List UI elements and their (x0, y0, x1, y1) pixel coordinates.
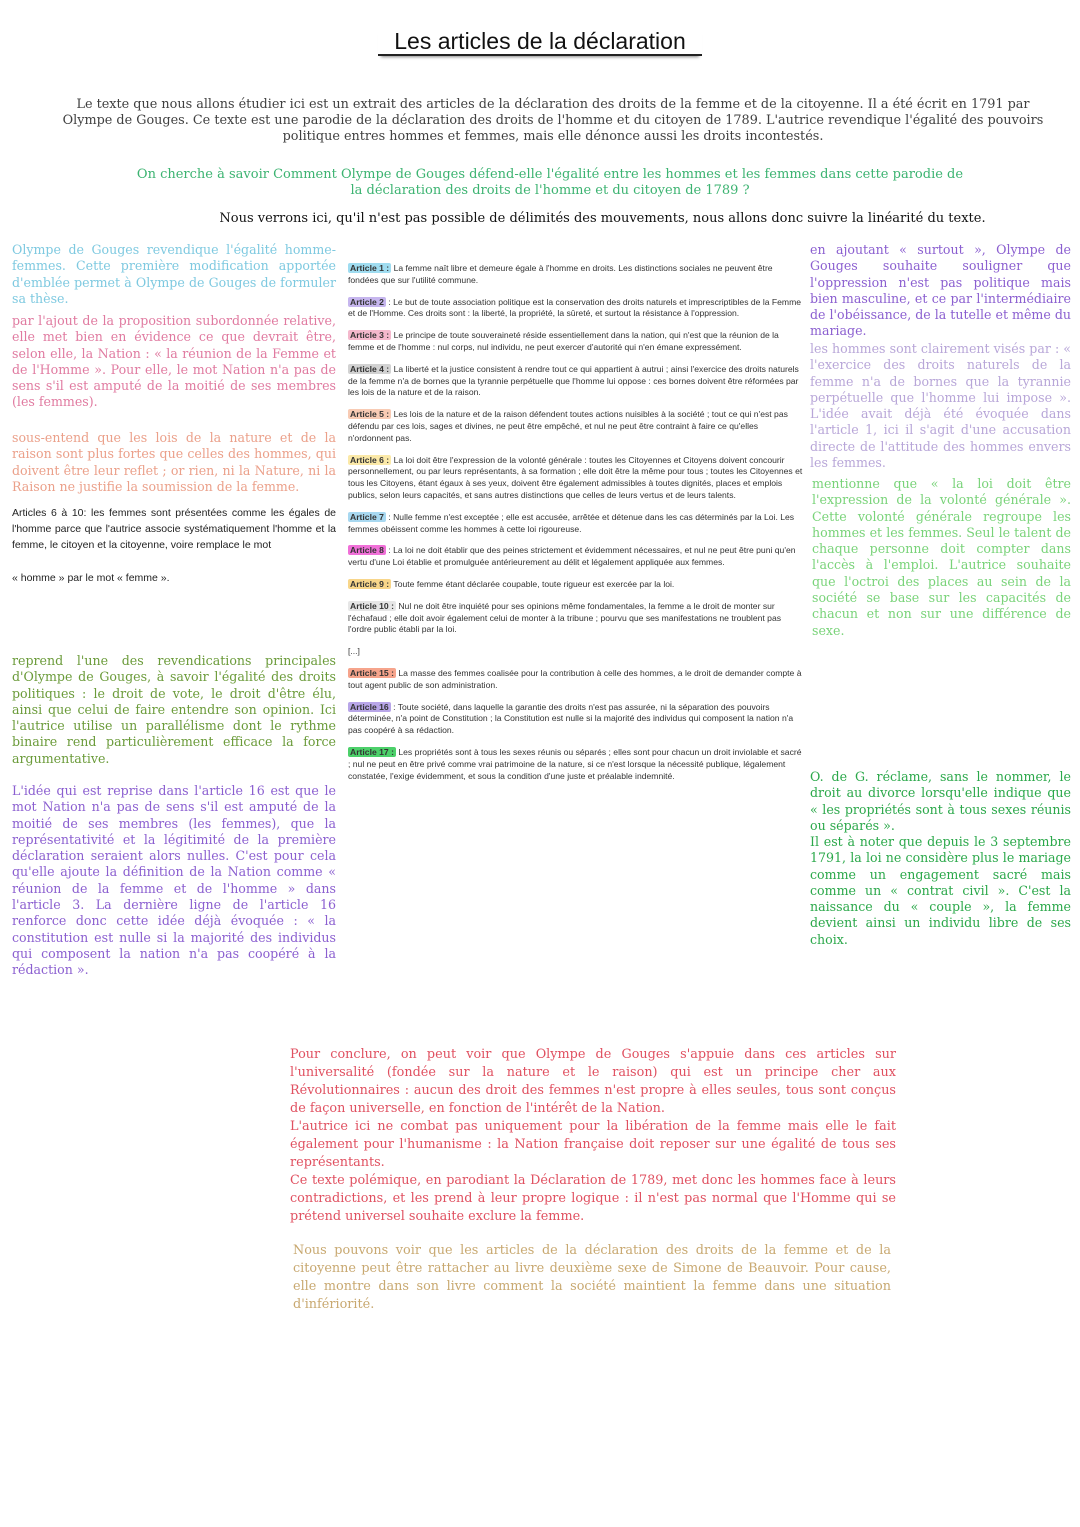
article-label: Article 1 : (350, 263, 390, 273)
article-item (348, 545, 803, 569)
article-item (348, 668, 803, 692)
article-label: Article 4 : (350, 363, 390, 374)
article-text: La femme naît libre et demeure égale à l'homme en droits. Les distinctions sociales ne peuvent être fondées que sur l'utilité commune. (348, 263, 773, 285)
method-statement: Nous verrons ici, qu'il n'est pas possible de délimités des mouvements, nous allons donc suivre la linéarité du texte. (219, 211, 986, 226)
article-item (348, 263, 803, 287)
article-label: Article 9 : (350, 578, 390, 589)
left-note-4b: « homme » par le mot « femme ». (12, 572, 170, 584)
article-item (348, 702, 803, 737)
article-label: Article 2 (350, 296, 384, 307)
article-text: [...] (348, 646, 360, 657)
article-label: Article 17 : (350, 746, 394, 757)
right-note-4: O. de G. réclame, sans le nommer, le droit au divorce lorsqu'elle indique que « les propriétés sont à tous sexes réunis ou séparés ». (810, 769, 1071, 833)
right-note-5: Il est à noter que depuis le 3 septembre 1791, la loi ne considère plus le mariage comme un engagement sacré mais comme un « contrat civil ». C'est la naissance du « couple », la femme devient ainsi un individu libre de ses choix. (810, 834, 1071, 947)
conclusion-paragraph-3: Ce texte polémique, en parodiant la Déclaration de 1789, met donc les hommes face à leurs contradictions, et les prend à leur propre logique : il n'est pas normal que l'Homme qui se prétend universel souhaite exclure la femme. (290, 1173, 896, 1224)
article-text: : Toute société, dans laquelle la garantie des droits n'est pas assurée, ni la séparation des pouvoirs déterminée, n'a point de Constitution ; la Constitution est nulle si la majorité des individus qui composent la nation n'a pas coopéré à sa rédaction. (348, 701, 794, 736)
left-note-4: Articles 6 à 10: les femmes sont présentées comme les égales de l'homme parce que l'autrice associe systématiquement l'homme et la femme, le citoyen et la citoyenne, voire remplace le mot (12, 507, 336, 551)
article-label: Article 10 : (350, 600, 394, 611)
article-label: Article 16 (350, 701, 389, 712)
conclusion-paragraph-1: Pour conclure, on peut voir que Olympe de Gouges s'appuie dans ces articles sur l'universalité (fondée sur la nature et le raison) qui est un principe cher aux Révolutionnaires : aucun des droit des femmes n'est propre à elles seules, tous sont conçus de façon universelle, en fonction de l'intérêt de la Nation. (290, 1047, 896, 1116)
article-label: Article 8 (350, 545, 384, 556)
article-text: : Nulle femme n'est exceptée ; elle est accusée, arrêtée et détenue dans les cas déterminés par la Loi. Les femmes obéissent comme les hommes à cette loi rigoureuse. (348, 511, 795, 534)
article-item (348, 455, 803, 502)
page-title (0, 28, 1080, 55)
title-text: Les articles de la déclaration (378, 28, 702, 56)
conclusion (290, 1046, 896, 1226)
article-item (348, 364, 803, 399)
article-item (348, 330, 803, 354)
opening-paragraph: Nous pouvons voir que les articles de la déclaration des droits de la femme et de la citoyenne peut être rattacher au livre deuxième sexe de Simone de Beauvoir. Pour cause, elle montre dans son livre comment la société maintient la femme dans une situation d'infériorité. (293, 1243, 891, 1312)
left-note-3: sous-entend que les lois de la nature et de la raison sont plus fortes que celles des hommes, qui doivent être leur reflet ; or rien, ni la Nature, ni la Raison ne justifie la soumission de la femme. (12, 430, 336, 494)
article-text: Les propriétés sont à tous les sexes réunis ou séparés ; elles sont pour chacun un droit inviolable et sacré ; nul ne peut en être privé comme vrai patrimoine de la nature, si ce n'est lorsque la nécessité publique, légalement constatée, l'exige évidemment, et sous la condition d'une juste et préalable indemnité. (348, 746, 802, 781)
article-item (348, 409, 803, 444)
article-label: Article 6 : (350, 454, 390, 465)
conclusion-paragraph-2: L'autrice ici ne combat pas uniquement pour la libération de la femme mais elle le fait également pour l'humanisme : la Nation française doit reposer sur une égalité de tous ses représentants. (290, 1119, 896, 1170)
article-item (348, 601, 803, 636)
left-note-5: reprend l'une des revendications principales d'Olympe de Gouges, à savoir l'égalité des droits politiques : le droit de vote, le droit d'être élu, ainsi que celui de faire entendre son opinion. Ici l'autrice utilise un parallélisme dont le rythme binaire rend particulièrement efficace la force argumentative. (12, 653, 336, 766)
article-text: Les lois de la nature et de la raison défendent toutes actions nuisibles à la société ; tout ce qui n'est pas défendu par ces lois, sages et divines, ne peut être empêché, et nul ne peut être contraint à faire ce qu'elles n'ordonnent pas. (348, 409, 788, 443)
article-label: Article 7 (350, 511, 384, 522)
research-question: On cherche à savoir Comment Olympe de Gouges défend-elle l'égalité entre les hommes et les femmes dans cette parodie de la déclaration des droits de l'homme et du citoyen de 1789 ? (136, 167, 964, 198)
article-text: Toute femme étant déclarée coupable, toute rigueur est exercée par la loi. (393, 578, 675, 589)
article-item (348, 747, 803, 782)
introduction: Le texte que nous allons étudier ici est un extrait des articles de la déclaration des droits de la femme et de la citoyenne. Il a été écrit en 1791 par Olympe de Gouges. Ce texte est une parodie de la déclaration des droits de l'homme et du citoyen de 1789. L'autrice revendique l'égalité des pouvoirs politique entres hommes et femmes, mais elle dénonce aussi les droits incontestés. (62, 97, 1044, 144)
right-note-2: les hommes sont clairement visés par : « l'exercice des droits naturels de la femme n'a de bornes que la tyrannie perpétuelle que l'homme lui impose ». L'idée avait déjà été évoquée dans l'article 1, ici il s'agit d'une accusation directe de l'attitude des hommes envers les femmes. (810, 341, 1071, 471)
article-text: La loi doit être l'expression de la volonté générale : toutes les Citoyennes et Citoyens doivent concourir personnellement, ou par leurs représentants, à sa formation ; elle doit être la même pour tous ; toutes les Citoyennes et tous les Citoyens, étant égaux à ses yeux, doivent être également admissibles à toutes dignités, places et emplois publics, selon leurs capacités, et sans autres distinctions que celles de leurs vertus et de leurs talents. (348, 454, 803, 500)
article-text: La liberté et la justice consistent à rendre tout ce qui appartient à autrui ; ainsi l'exercice des droits naturels de la femme n'a de bornes que la tyrannie perpétuelle que l'homme lui oppose : ces bornes doivent être réformées par les lois de la nature et de la raison. (348, 363, 799, 398)
article-item (348, 297, 803, 321)
article-text: Le principe de toute souveraineté réside essentiellement dans la nation, qui n'est que la réunion de la femme et de l'homme : nul corps, nul individu, ne peut exercer d'autorité qui n'en émane expressément. (348, 330, 779, 352)
article-item (348, 579, 803, 591)
article-label: Article 5 : (350, 409, 390, 420)
article-text: : La loi ne doit établir que des peines strictement et évidemment nécessaires, et nul ne peut être puni qu'en vertu d'une Loi établie et promulguée antérieurement au délit et légalement appliquée aux femmes. (348, 545, 796, 568)
article-label: Article 3 : (350, 330, 390, 341)
article-text: La masse des femmes coalisée pour la contribution à celle des hommes, a le droit de demander compte à tout agent public de son administration. (348, 667, 802, 690)
left-note-6: L'idée qui est reprise dans l'article 16 est que le mot Nation n'a pas de sens s'il est amputé de la moitié de ses membres (les femmes), que la représentativité et la légitimité de la première déclaration seraient alors nulles. C'est pour cela qu'elle ajoute la définition de la Nation comme « réunion de la femme et de l'homme » dans l'article 3. La dernière ligne de l'article 16 renforce donc cette idée déjà évoquée : « la constitution est nulle si la majorité des individus qui composent la nation n'a pas coopéré à la rédaction ». (12, 783, 336, 978)
right-note-3: mentionne que « la loi doit être l'expression de la volonté générale ». Cette volonté générale regroupe les hommes et les femmes. Seul le talent de chaque personne doit compter dans l'accès à l'emploi. L'autrice souhaite que l'octroi des places au sein de la société se base sur les capacités de chacun et non sur une différence de sexe. (812, 476, 1071, 638)
article-text: Nul ne doit être inquiété pour ses opinions même fondamentales, la femme a le droit de monter sur l'échafaud ; elle doit avoir également celui de monter à la tribune ; pourvu que ses manifestations ne troublent pas l'ordre public établi par la loi. (348, 600, 782, 635)
right-note-1: en ajoutant « surtout », Olympe de Gouges souhaite souligner que l'oppression n'est pas politique mais bien masculine, et ce par l'intermédiaire de l'obéissance, de la tutelle et même du mariage. (810, 242, 1071, 339)
article-item (348, 646, 803, 658)
left-note-1: Olympe de Gouges revendique l'égalité homme-femmes. Cette première modification apportée d'emblée permet à Olympe de Gouges de formuler sa thèse. (12, 242, 336, 306)
articles-list (348, 263, 803, 792)
article-text: : Le but de toute association politique est la conservation des droits naturels et imprescriptibles de la Femme et de l'Homme. Ces droits sont : la liberté, la propriété, la sûreté, et surtout la résistance à l'oppression. (348, 296, 802, 319)
article-label: Article 15 : (350, 667, 394, 678)
article-item (348, 512, 803, 536)
left-note-2: par l'ajout de la proposition subordonnée relative, elle met bien en évidence ce que devrait être, selon elle, la Nation : « la réunion de la Femme et de l'Homme ». Pour elle, le mot Nation n'a pas de sens s'il est amputé de la moitié de ses membres (les femmes). (12, 313, 336, 410)
